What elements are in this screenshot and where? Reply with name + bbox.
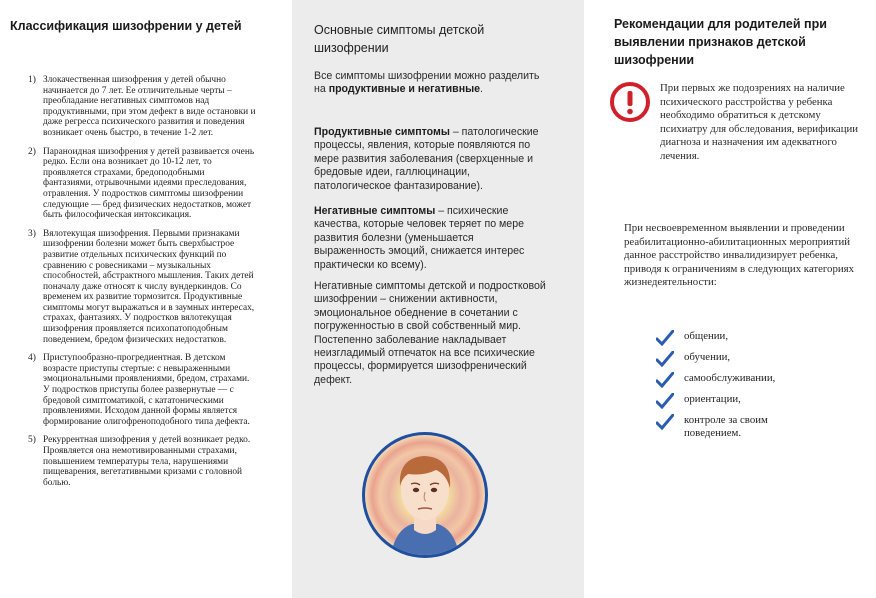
list-item-text: Злокачественная шизофрения у детей обычно начинается до 7 лет. Ее отличительные черты – преобладание негативных симптомов над продуктивными, при этом дефект в виде остановки и даже регресса психического развития и поведения возникает очень быстро, в течение 1-2 лет. (43, 75, 256, 138)
list-item: 2) Параноидная шизофрения у детей развивается очень редко. Если она возникает до 10-12 лет, то проявляется страхами, бредоподобными фантазиями, отрывочными идеями преследования, отравления. У подростков симптомы шизофрении следующие — бред физических недостатков, может быть философическая интоксикация. (28, 146, 255, 221)
classification-title: Классификация шизофрении у детей (10, 19, 242, 33)
recommendations-title: Рекомендации для родителей при выявлении признаков детской шизофрении (614, 17, 827, 67)
negative-paragraph: Негативные симптомы – психические качества, которые человек теряет по мере развития болезни (уменьшается выраженность эмоций, снижается интерес практически ко всему). (314, 205, 525, 271)
category-text: общении, (684, 330, 729, 342)
classification-column (0, 0, 292, 598)
negative-summary: Негативные симптомы детской и подростковой шизофрении – снижении активности, эмоциональное обеднение в сочетании с погруженностью в свой собственный мир. Постепенно заболевание накладывает неизгладимый отпечаток на все психические процессы, формируется шизофренический дефект. (314, 280, 546, 386)
checkmark-icon (656, 372, 674, 388)
symptoms-title: Основные симптомы детской шизофрении (314, 23, 485, 55)
productive-label: Продуктивные симптомы (314, 126, 450, 138)
category-text: контроле за своим поведением. (684, 414, 768, 439)
list-item (656, 414, 826, 440)
checkmark-icon (656, 351, 674, 367)
checkmark-icon (656, 330, 674, 346)
negative-label: Негативные симптомы (314, 205, 436, 217)
category-text: самообслуживании, (684, 372, 776, 384)
list-item (656, 393, 826, 406)
symptoms-column (292, 0, 584, 598)
intro-paragraph: Все симптомы шизофрении можно разделить на продуктивные и негативные. (314, 70, 540, 96)
list-item-text: Рекуррентная шизофрения у детей возникает редко. Проявляется она немотивированными страхами, повышением температуры тела, нарушениями пищеварения, вегетативными кризами с головной болью. (43, 435, 251, 488)
list-item: 4) Приступообразно-прогредиентная. В детском возрасте приступы стертые: с невыраженными эмоциональными проявлениями, бредом, страхами. У подростков приступы более развернутые — с бредовой симптоматикой, с кататоническими проявлениями. Исходом данной формы является формирование олигофреноподобного типа дефекта. (28, 353, 250, 427)
list-item (656, 372, 826, 385)
child-face-illustration (360, 430, 490, 560)
recommendations-column (584, 0, 876, 598)
late-detection-text: При несвоевременном выявлении и проведении реабилитационно-абилитационных мероприятий данное расстройство инвалидизирует ребенка, приводя к ограничениям в следующих категориях жизнедеятельности: (624, 222, 854, 289)
list-item-text: Вялотекущая шизофрения. Первыми признаками шизофрении болезни может быть сверхбыстрое развитие отдельных психических функций по сравнению с ровесниками – музыкальных способностей, абстрактного мышления. Таких детей поначалу даже относят к числу вундеркиндов. Со временем их развитие тормозится. Продуктивные симптомы могут выражаться и в заумных интересах, страхах, фантазиях. У подростков вялотекущая шизофрения проявляется психопатоподобным поведением, бредом физических недостатков. (43, 228, 255, 345)
list-item-text: Приступообразно-прогредиентная. В детском возрасте приступы стертые: с невыраженными эмоциональными проявлениями, бредом, страхами. У подростков приступы более развернутые — с бредовой симптоматикой, с кататоническими проявлениями. Исходом данной формы является формирование олигофреноподобного типа дефекта. (43, 353, 250, 427)
list-item (656, 330, 826, 343)
classification-list (28, 75, 256, 496)
productive-paragraph: Продуктивные симптомы – патологические процессы, явления, которые появляются по мере развития заболевания (сверхценные и бредовые идеи, галлюцинации, патологическое фантазирование). (314, 126, 539, 192)
category-text: ориентации, (684, 393, 741, 405)
warning-text: При первых же подозрениях на наличие психического расстройства у ребенка необходимо обратиться к детскому психиатру для обследования, верификации диагноза и назначения им адекватного лечения. (660, 82, 859, 162)
checkmark-icon (656, 393, 674, 409)
list-item (656, 351, 826, 364)
checkmark-icon (656, 414, 674, 430)
intro-bold: продуктивные и негативные (328, 83, 481, 96)
list-item: 3) Вялотекущая шизофрения. Первыми признаками шизофрении болезни может быть сверхбыстрое развитие отдельных психических функций по сравнению с ровесниками – музыкальных способностей, абстрактного мышления. Таких детей поначалу даже относят к числу вундеркиндов. Со временем их развитие тормозится. Продуктивные симптомы могут выражаться и в заумных интересах, страхах, фантазиях. У подростков вялотекущая шизофрения проявляется психопатоподобным поведением, бредом физических недостатков. (28, 228, 255, 345)
warning-icon (610, 82, 650, 122)
category-text: обучении, (684, 351, 731, 363)
categories-list (656, 330, 826, 448)
list-item: 5) Рекуррентная шизофрения у детей возникает редко. Проявляется она немотивированными страхами, повышением температуры тела, нарушениями пищеварения, вегетативными кризами с головной болью. (28, 435, 251, 488)
list-item: 1) Злокачественная шизофрения у детей обычно начинается до 7 лет. Ее отличительные черты – преобладание негативных симптомов над продуктивными, при этом дефект в виде остановки и даже регресса психического развития и поведения возникает очень быстро, в течение 1-2 лет. (28, 75, 256, 138)
list-item-text: Параноидная шизофрения у детей развивается очень редко. Если она возникает до 10-12 лет, то проявляется страхами, бредоподобными фантазиями, отрывочными идеями преследования, отравления. У подростков симптомы шизофрении следующие — бред физических недостатков, может быть философическая интоксикация. (43, 146, 255, 221)
